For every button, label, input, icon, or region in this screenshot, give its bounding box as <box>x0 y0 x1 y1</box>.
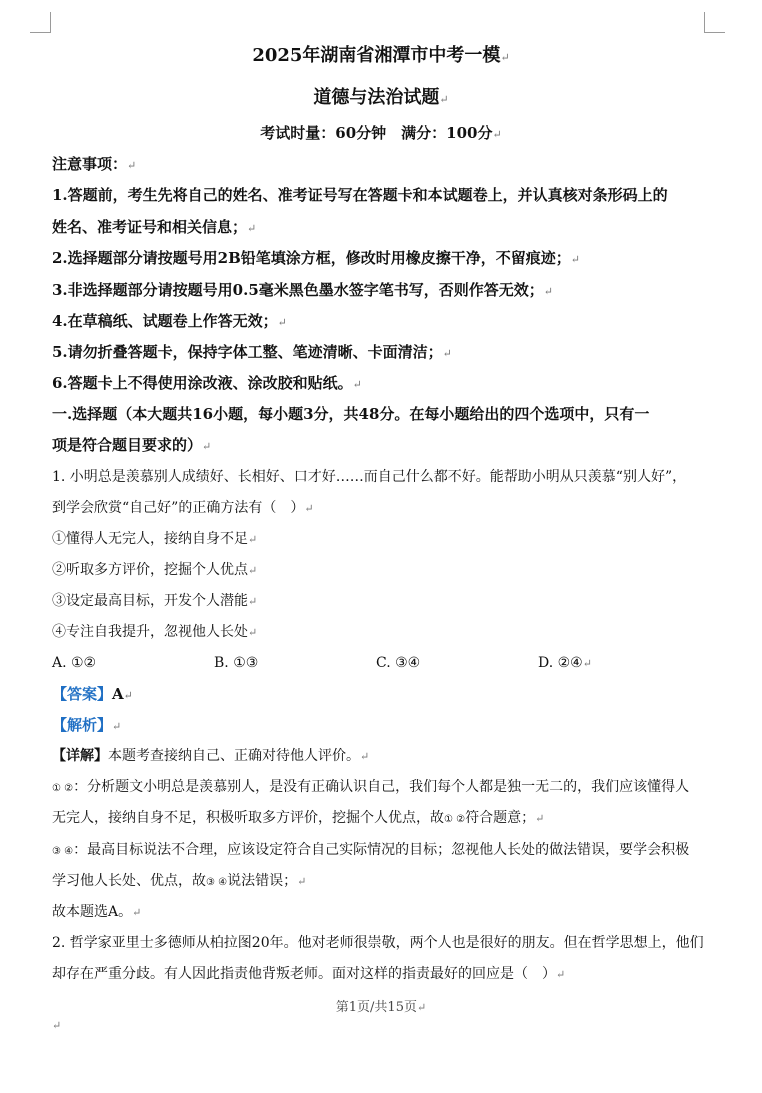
explanation-2-cont: 学习他人长处、优点，故③ ④说法错误；↵ <box>52 873 307 889</box>
crop-mark-top-right <box>704 12 725 33</box>
section-heading-cont: 项是符合题目要求的）↵ <box>52 436 212 454</box>
exam-title: 2025年湖南省湘潭市中考一模↵ <box>252 45 510 66</box>
crop-mark-top-left <box>30 12 51 33</box>
exam-subject: 道德与法治试题↵ <box>313 87 449 108</box>
note-item: 姓名、准考证号和相关信息；↵ <box>52 218 257 236</box>
page-footer: 第1页/共15页↵ <box>335 1000 427 1015</box>
section-heading: 一.选择题（本大题共16小题，每小题3分，共48分。在每小题给出的四个选项中，只有一 <box>52 405 650 423</box>
explanation-2: ③ ④：最高目标说法不合理，应该设定符合自己实际情况的目标；忽视他人长处的做法错误，要学会积极 <box>52 842 690 858</box>
detail-line: 【详解】本题考查接纳自己、正确对待他人评价。↵ <box>52 748 370 764</box>
statement-4: ④专注自我提升，忽视他人长处↵ <box>52 624 258 640</box>
option-b: B. ①③ <box>214 655 259 671</box>
statement-1: ①懂得人无完人，接纳自身不足↵ <box>52 531 258 547</box>
note-item: 4.在草稿纸、试题卷上作答无效；↵ <box>52 312 287 330</box>
statement-3: ③设定最高目标，开发个人潜能↵ <box>52 593 258 609</box>
note-item: 5.请勿折叠答题卡，保持字体工整、笔迹清晰、卡面清洁；↵ <box>52 343 452 361</box>
question-2-stem: 2. 哲学家亚里士多德师从柏拉图20年。他对老师很崇敬，两个人也是很好的朋友。但在哲学思想上，他们 <box>52 935 704 951</box>
question-1-stem-cont: 到学会欣赏“自己好”的正确方法有（ ）↵ <box>52 500 314 516</box>
note-item: 3.非选择题部分请按题号用0.5毫米黑色墨水签字笔书写，否则作答无效；↵ <box>52 281 553 299</box>
option-a: A. ①② <box>52 655 97 671</box>
note-item: 2.选择题部分请按题号用2B铅笔填涂方框，修改时用橡皮擦干净，不留痕迹；↵ <box>52 249 580 267</box>
answer-line: 【答案】A↵ <box>52 685 133 703</box>
option-d: D. ②④↵ <box>538 655 592 671</box>
option-c: C. ③④ <box>376 655 421 671</box>
explanation-1: ① ②：分析题文小明总是羡慕别人，是没有正确认识自己，我们每个人都是独一无二的，我们应该懂得人 <box>52 779 690 795</box>
explanation-1-cont: 无完人，接纳自身不足，积极听取多方评价，挖掘个人优点，故① ②符合题意；↵ <box>52 810 545 826</box>
analysis-label: 【解析】↵ <box>52 716 122 734</box>
question-1-stem: 1. 小明总是羡慕别人成绩好、长相好、口才好……而自己什么都不好。能帮助小明从只羡慕“别人好”， <box>52 469 687 485</box>
statement-2: ②听取多方评价，挖掘个人优点↵ <box>52 562 258 578</box>
question-2-stem-cont: 却存在严重分歧。有人因此指责他背叛老师。面对这样的指责最好的回应是（ ）↵ <box>52 966 566 982</box>
conclusion: 故本题选A。↵ <box>52 904 142 920</box>
note-item: 6.答题卡上不得使用涂改液、涂改胶和贴纸。↵ <box>52 374 362 392</box>
exam-time-info: 考试时量：60分钟 满分：100分↵ <box>260 124 502 142</box>
note-item: 1.答题前，考生先将自己的姓名、准考证号写在答题卡和本试题卷上，并认真核对条形码上的 <box>52 186 668 204</box>
notes-heading: 注意事项：↵ <box>52 155 137 173</box>
paragraph-mark: ↵ <box>52 1019 62 1032</box>
